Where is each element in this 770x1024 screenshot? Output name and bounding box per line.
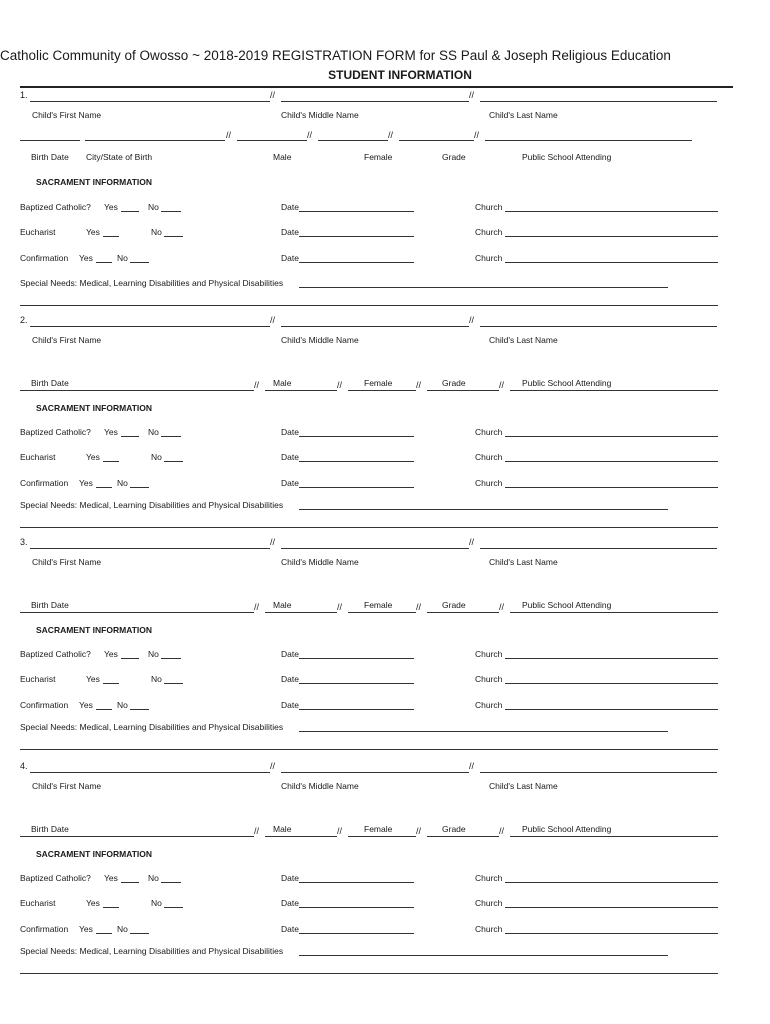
baptized-date-field[interactable] (299, 436, 414, 437)
field-separator: // (254, 380, 260, 390)
special-needs-label: Special Needs: Medical, Learning Disabilities and Physical Disabilities (20, 722, 284, 732)
eucharist-date-label: Date (281, 227, 299, 237)
baptized-date-label: Date (281, 649, 299, 659)
baptized-date-field[interactable] (299, 211, 414, 212)
field-separator: // (469, 90, 475, 100)
eucharist-no-label: No (151, 674, 162, 684)
confirmation-date-label: Date (281, 924, 299, 934)
middle-name-label: Child's Middle Name (281, 335, 359, 345)
special-needs-extra-line[interactable] (20, 527, 718, 528)
baptized-no-field[interactable] (161, 658, 181, 659)
confirmation-label: Confirmation (20, 478, 69, 488)
baptized-date-label: Date (281, 427, 299, 437)
eucharist-yes-field[interactable] (103, 461, 119, 462)
eucharist-church-label: Church (475, 674, 503, 684)
field-separator: // (307, 130, 313, 140)
special-needs-label: Special Needs: Medical, Learning Disabilities and Physical Disabilities (20, 500, 284, 510)
baptized-church-field[interactable] (505, 436, 718, 437)
baptized-yes-label: Yes (104, 873, 118, 883)
special-needs-field[interactable] (299, 731, 668, 732)
last-name-label: Child's Last Name (489, 781, 558, 791)
male-label: Male (273, 600, 292, 610)
eucharist-date-field[interactable] (299, 461, 414, 462)
baptized-yes-label: Yes (104, 202, 118, 212)
first-name-label: Child's First Name (32, 110, 102, 120)
baptized-church-field[interactable] (505, 658, 718, 659)
middle-name-field[interactable] (281, 772, 469, 773)
middle-name-label: Child's Middle Name (281, 781, 359, 791)
baptized-church-label: Church (475, 873, 503, 883)
student-number: 4. (20, 761, 28, 771)
eucharist-no-label: No (151, 452, 162, 462)
confirmation-church-field[interactable] (505, 487, 718, 488)
sacrament-header: SACRAMENT INFORMATION (36, 403, 152, 413)
confirmation-no-field[interactable] (130, 933, 149, 934)
confirmation-yes-field[interactable] (96, 709, 112, 710)
last-name-field[interactable] (480, 548, 717, 549)
confirmation-no-label: No (117, 700, 128, 710)
eucharist-date-field[interactable] (299, 683, 414, 684)
baptized-no-field[interactable] (161, 436, 181, 437)
field-separator: // (416, 380, 422, 390)
field-separator: // (499, 826, 505, 836)
last-name-field[interactable] (480, 101, 717, 102)
male-field[interactable] (265, 836, 337, 837)
grade-field[interactable] (399, 140, 474, 141)
field-separator: // (469, 315, 475, 325)
field-separator: // (270, 761, 276, 771)
special-needs-extra-line[interactable] (20, 305, 718, 306)
baptized-date-label: Date (281, 873, 299, 883)
eucharist-yes-label: Yes (86, 227, 100, 237)
baptized-label: Baptized Catholic? (20, 202, 91, 212)
public-school-label: Public School Attending (522, 378, 612, 388)
male-label: Male (273, 152, 292, 162)
first-name-label: Child's First Name (32, 557, 102, 567)
confirmation-yes-field[interactable] (96, 487, 112, 488)
female-field[interactable] (348, 612, 416, 613)
field-separator: // (270, 90, 276, 100)
city-state-label: City/State of Birth (86, 152, 153, 162)
special-needs-label: Special Needs: Medical, Learning Disabilities and Physical Disabilities (20, 946, 284, 956)
field-separator: // (499, 602, 505, 612)
baptized-label: Baptized Catholic? (20, 873, 91, 883)
eucharist-no-label: No (151, 898, 162, 908)
confirmation-no-field[interactable] (130, 487, 149, 488)
field-separator: // (226, 130, 232, 140)
confirmation-church-label: Church (475, 478, 503, 488)
confirmation-no-field[interactable] (130, 262, 149, 263)
baptized-yes-field[interactable] (121, 882, 139, 883)
form-title: Catholic Community of Owosso ~ 2018-2019 REGISTRATION FORM for SS Paul & Joseph Religious Education (0, 48, 671, 63)
birth-date-field[interactable] (20, 390, 254, 391)
female-field[interactable] (348, 836, 416, 837)
grade-label: Grade (442, 824, 466, 834)
confirmation-no-field[interactable] (130, 709, 149, 710)
baptized-yes-field[interactable] (121, 658, 139, 659)
middle-name-label: Child's Middle Name (281, 557, 359, 567)
grade-label: Grade (442, 600, 466, 610)
field-separator: // (337, 602, 343, 612)
sacrament-header: SACRAMENT INFORMATION (36, 625, 152, 635)
confirmation-yes-label: Yes (79, 478, 93, 488)
male-label: Male (273, 824, 292, 834)
birth-date-field[interactable] (20, 140, 80, 141)
last-name-label: Child's Last Name (489, 335, 558, 345)
confirmation-church-label: Church (475, 700, 503, 710)
last-name-field[interactable] (480, 772, 717, 773)
public-school-field[interactable] (510, 836, 718, 837)
field-separator: // (388, 130, 394, 140)
eucharist-church-label: Church (475, 452, 503, 462)
baptized-yes-label: Yes (104, 427, 118, 437)
female-label: Female (364, 378, 393, 388)
eucharist-no-field[interactable] (164, 236, 183, 237)
eucharist-church-label: Church (475, 898, 503, 908)
eucharist-yes-field[interactable] (103, 683, 119, 684)
eucharist-label: Eucharist (20, 227, 56, 237)
eucharist-date-label: Date (281, 898, 299, 908)
eucharist-date-label: Date (281, 674, 299, 684)
first-name-field[interactable] (30, 548, 270, 549)
confirmation-yes-label: Yes (79, 924, 93, 934)
sacrament-header: SACRAMENT INFORMATION (36, 849, 152, 859)
confirmation-label: Confirmation (20, 700, 69, 710)
field-separator: // (337, 826, 343, 836)
public-school-field[interactable] (485, 140, 692, 141)
eucharist-yes-label: Yes (86, 898, 100, 908)
baptized-church-label: Church (475, 202, 503, 212)
confirmation-yes-label: Yes (79, 700, 93, 710)
first-name-field[interactable] (30, 326, 270, 327)
baptized-church-label: Church (475, 427, 503, 437)
student-number: 1. (20, 90, 28, 100)
special-needs-label: Special Needs: Medical, Learning Disabilities and Physical Disabilities (20, 278, 284, 288)
student-number: 3. (20, 537, 28, 547)
eucharist-church-field[interactable] (505, 683, 718, 684)
field-separator: // (254, 602, 260, 612)
confirmation-label: Confirmation (20, 924, 69, 934)
eucharist-no-field[interactable] (164, 683, 183, 684)
field-separator: // (270, 315, 276, 325)
public-school-field[interactable] (510, 612, 718, 613)
birth-date-label: Birth Date (31, 824, 69, 834)
confirmation-no-label: No (117, 924, 128, 934)
birth-date-label: Birth Date (31, 152, 69, 162)
male-label: Male (273, 378, 292, 388)
public-school-label: Public School Attending (522, 152, 612, 162)
confirmation-no-label: No (117, 478, 128, 488)
baptized-church-label: Church (475, 649, 503, 659)
field-separator: // (416, 826, 422, 836)
middle-name-field[interactable] (281, 548, 469, 549)
baptized-no-label: No (148, 649, 159, 659)
baptized-church-field[interactable] (505, 882, 718, 883)
baptized-label: Baptized Catholic? (20, 427, 91, 437)
baptized-label: Baptized Catholic? (20, 649, 91, 659)
public-school-field[interactable] (510, 390, 718, 391)
eucharist-no-label: No (151, 227, 162, 237)
last-name-label: Child's Last Name (489, 110, 558, 120)
eucharist-church-field[interactable] (505, 236, 718, 237)
field-separator: // (254, 826, 260, 836)
baptized-date-field[interactable] (299, 882, 414, 883)
eucharist-yes-label: Yes (86, 674, 100, 684)
eucharist-church-field[interactable] (505, 461, 718, 462)
grade-field[interactable] (427, 612, 499, 613)
birth-date-label: Birth Date (31, 378, 69, 388)
confirmation-church-field[interactable] (505, 933, 718, 934)
first-name-field[interactable] (30, 772, 270, 773)
student-number: 2. (20, 315, 28, 325)
baptized-no-label: No (148, 202, 159, 212)
field-separator: // (469, 537, 475, 547)
birth-date-field[interactable] (20, 836, 254, 837)
baptized-yes-field[interactable] (121, 211, 139, 212)
eucharist-date-label: Date (281, 452, 299, 462)
confirmation-label: Confirmation (20, 253, 69, 263)
last-name-field[interactable] (480, 326, 717, 327)
female-label: Female (364, 824, 393, 834)
baptized-no-label: No (148, 873, 159, 883)
confirmation-date-label: Date (281, 478, 299, 488)
field-separator: // (499, 380, 505, 390)
confirmation-date-label: Date (281, 700, 299, 710)
female-field[interactable] (318, 140, 388, 141)
special-needs-field[interactable] (299, 509, 668, 510)
confirmation-church-label: Church (475, 253, 503, 263)
confirmation-church-field[interactable] (505, 262, 718, 263)
confirmation-date-label: Date (281, 253, 299, 263)
confirmation-church-label: Church (475, 924, 503, 934)
field-separator: // (416, 602, 422, 612)
first-name-field[interactable] (30, 101, 270, 102)
eucharist-label: Eucharist (20, 452, 56, 462)
confirmation-date-field[interactable] (299, 933, 414, 934)
confirmation-yes-field[interactable] (96, 933, 112, 934)
female-label: Female (364, 152, 393, 162)
eucharist-label: Eucharist (20, 674, 56, 684)
grade-field[interactable] (427, 390, 499, 391)
section-title: STUDENT INFORMATION (328, 68, 472, 82)
eucharist-church-label: Church (475, 227, 503, 237)
eucharist-yes-label: Yes (86, 452, 100, 462)
eucharist-no-field[interactable] (164, 907, 183, 908)
field-separator: // (337, 380, 343, 390)
eucharist-label: Eucharist (20, 898, 56, 908)
eucharist-date-field[interactable] (299, 907, 414, 908)
confirmation-yes-field[interactable] (96, 262, 112, 263)
field-separator: // (469, 761, 475, 771)
grade-label: Grade (442, 152, 466, 162)
special-needs-extra-line[interactable] (20, 973, 718, 974)
confirmation-yes-label: Yes (79, 253, 93, 263)
middle-name-field[interactable] (281, 326, 469, 327)
confirmation-date-field[interactable] (299, 709, 414, 710)
confirmation-date-field[interactable] (299, 262, 414, 263)
baptized-date-label: Date (281, 202, 299, 212)
female-field[interactable] (348, 390, 416, 391)
female-label: Female (364, 600, 393, 610)
confirmation-church-field[interactable] (505, 709, 718, 710)
city-state-field[interactable] (85, 140, 225, 141)
first-name-label: Child's First Name (32, 781, 102, 791)
special-needs-field[interactable] (299, 955, 668, 956)
eucharist-no-field[interactable] (164, 461, 183, 462)
baptized-no-field[interactable] (161, 882, 181, 883)
confirmation-no-label: No (117, 253, 128, 263)
special-needs-extra-line[interactable] (20, 749, 718, 750)
male-field[interactable] (265, 612, 337, 613)
eucharist-church-field[interactable] (505, 907, 718, 908)
eucharist-date-field[interactable] (299, 236, 414, 237)
male-field[interactable] (265, 390, 337, 391)
first-name-label: Child's First Name (32, 335, 102, 345)
male-field[interactable] (237, 140, 307, 141)
last-name-label: Child's Last Name (489, 557, 558, 567)
public-school-label: Public School Attending (522, 600, 612, 610)
baptized-date-field[interactable] (299, 658, 414, 659)
baptized-yes-field[interactable] (121, 436, 139, 437)
baptized-church-field[interactable] (505, 211, 718, 212)
baptized-yes-label: Yes (104, 649, 118, 659)
birth-date-label: Birth Date (31, 600, 69, 610)
baptized-no-field[interactable] (161, 211, 181, 212)
middle-name-field[interactable] (281, 101, 469, 102)
sacrament-header: SACRAMENT INFORMATION (36, 177, 152, 187)
header-divider (20, 86, 733, 88)
middle-name-label: Child's Middle Name (281, 110, 359, 120)
public-school-label: Public School Attending (522, 824, 612, 834)
confirmation-date-field[interactable] (299, 487, 414, 488)
eucharist-yes-field[interactable] (103, 236, 119, 237)
eucharist-yes-field[interactable] (103, 907, 119, 908)
birth-date-field[interactable] (20, 612, 254, 613)
grade-label: Grade (442, 378, 466, 388)
field-separator: // (474, 130, 480, 140)
field-separator: // (270, 537, 276, 547)
grade-field[interactable] (427, 836, 499, 837)
special-needs-field[interactable] (299, 287, 668, 288)
baptized-no-label: No (148, 427, 159, 437)
